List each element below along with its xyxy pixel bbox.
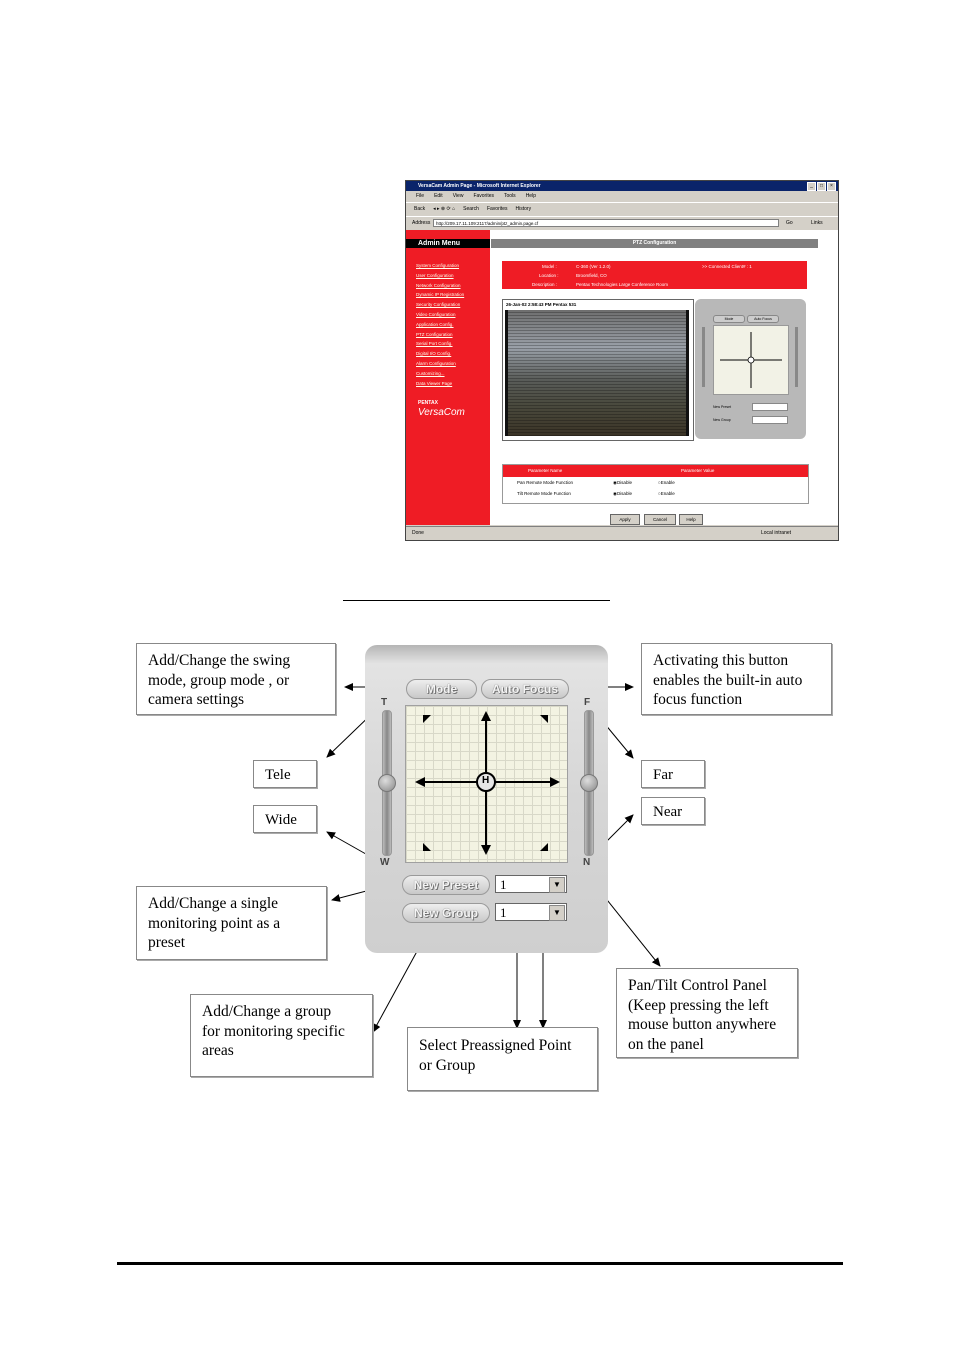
group-select[interactable] (495, 903, 567, 921)
section-title: PTZ Configuration (491, 239, 818, 248)
annotation-far: Far (641, 760, 705, 788)
preset-select[interactable] (495, 875, 567, 893)
header-parameter-name: Parameter Name (528, 468, 563, 473)
radio-enable[interactable]: ○ Enable (658, 480, 675, 485)
chevron-down-icon[interactable]: ▼ (549, 877, 565, 893)
admin-link[interactable]: Serial Port Config. (416, 341, 453, 347)
browser-title: VersaCam Admin Page - Microsoft Internet Explorer (418, 183, 541, 189)
zoom-slider-knob[interactable] (378, 774, 396, 792)
preset-select-value: 1 (500, 877, 507, 892)
new-group-button[interactable]: New Group (402, 903, 490, 923)
admin-link[interactable]: User Configuration (416, 272, 454, 278)
admin-link[interactable]: Data Viewer Page (416, 380, 453, 386)
description-value: Pentax Technologies Large Conference Room (576, 282, 668, 287)
maximize-icon[interactable]: □ (817, 182, 826, 191)
annotation-pan-tilt: Pan/Tilt Control Panel (Keep pressing the left mouse button anywhere on the panel (616, 968, 798, 1058)
go-button[interactable]: Go (786, 220, 793, 226)
radio-label: Enable (660, 480, 675, 485)
model-value: C-360 (Ver 1.2.0) (576, 264, 611, 269)
radio-label: Enable (660, 491, 675, 496)
annotation-select: Select Preassigned Point or Group (407, 1027, 598, 1091)
camera-timestamp: 26-Jan-02 2:58:43 PM Pentax 531 (506, 302, 577, 307)
menu-favorites[interactable]: Favorites (473, 193, 494, 199)
annotation-wide: Wide (253, 805, 317, 833)
annotation-preset: Add/Change a single monitoring point as a preset (136, 886, 327, 960)
radio-disable[interactable]: ◉ Disable (613, 480, 632, 485)
admin-link[interactable]: Customizing... (416, 370, 445, 376)
mode-button[interactable]: Mode (406, 679, 477, 699)
toolbar-icons: ◂ ▸ ⊗ ⟳ ⌂ (433, 206, 456, 212)
admin-menu-title: Admin Menu (406, 239, 490, 248)
connected-clients: >> Connected Client# : 1 (702, 264, 752, 269)
admin-link[interactable]: System Configuration (416, 263, 460, 268)
minimize-icon[interactable]: _ (807, 182, 816, 191)
address-input[interactable]: http://209.17.11.109:2117/admin/ptz_admin.page.cf (433, 219, 779, 227)
admin-link[interactable]: Dynamic IP Registration (416, 292, 465, 298)
wide-marker: W (380, 857, 390, 868)
menu-help[interactable]: Help (525, 193, 536, 199)
annotation-mode: Add/Change the swing mode, group mode , or camera settings (136, 643, 336, 715)
description-label: Description : (532, 282, 558, 287)
footer-rule (117, 1262, 843, 1265)
menu-view[interactable]: View (452, 193, 464, 199)
annotation-group: Add/Change a group for monitoring specific areas (190, 994, 373, 1077)
apply-button[interactable]: Apply (610, 514, 640, 525)
mini-preset-label: New Preset (713, 405, 732, 409)
search-button[interactable]: Search (463, 206, 479, 212)
radio-enable[interactable]: ○ Enable (658, 491, 675, 496)
far-marker: F (584, 697, 591, 708)
admin-link[interactable]: PTZ Configuration (416, 331, 453, 337)
mini-group-label: New Group (713, 418, 731, 422)
radio-label: Disable (616, 491, 632, 496)
auto-focus-button[interactable]: Auto Focus (481, 679, 569, 699)
location-label: Location : (539, 273, 559, 278)
model-label: Model : (542, 264, 557, 269)
brand-small: PENTAX (418, 400, 438, 406)
tele-marker: T (381, 697, 388, 708)
row-name: Pan Remote Mode Function (517, 480, 574, 485)
links-button[interactable]: Links (811, 220, 823, 226)
mini-mode-button[interactable]: Mode (713, 315, 745, 323)
favorites-button[interactable]: Favorites (486, 206, 508, 212)
chevron-down-icon[interactable]: ▼ (549, 905, 565, 921)
admin-link[interactable]: Security Configuration (416, 302, 461, 308)
focus-slider-knob[interactable] (580, 774, 598, 792)
close-icon[interactable]: × (827, 182, 836, 191)
home-label: H (482, 775, 490, 786)
brand-logo: VersaCom (418, 407, 465, 418)
help-button[interactable]: Help (679, 514, 703, 525)
admin-link[interactable]: Alarm Configuration (416, 360, 456, 366)
header-parameter-value: Parameter Value (681, 468, 715, 473)
annotation-autofocus: Activating this button enables the built-in auto focus function (641, 643, 832, 715)
radio-label: Disable (616, 480, 632, 485)
status-zone: Local intranet (761, 530, 792, 536)
menu-file[interactable]: File (416, 193, 425, 199)
annotation-near: Near (641, 797, 705, 825)
history-button[interactable]: History (515, 206, 532, 212)
radio-disable[interactable]: ◉ Disable (613, 491, 632, 496)
admin-link[interactable]: Video Configuration (416, 311, 456, 317)
status-text: Done (412, 530, 424, 536)
admin-link[interactable]: Application Config. (416, 321, 454, 327)
address-label: Address (412, 220, 431, 226)
cancel-button[interactable]: Cancel (644, 514, 676, 525)
annotation-tele: Tele (253, 760, 317, 788)
menu-tools[interactable]: Tools (504, 193, 516, 199)
group-select-value: 1 (500, 905, 507, 920)
row-name: Tilt Remote Mode Function (517, 491, 571, 496)
location-value: Broomfield, CO (576, 273, 607, 278)
admin-link[interactable]: Network Configuration (416, 282, 461, 288)
menu-edit[interactable]: Edit (434, 193, 443, 199)
new-preset-button[interactable]: New Preset (402, 875, 490, 895)
back-button[interactable]: Back (414, 206, 426, 212)
near-marker: N (583, 857, 591, 868)
mini-autofocus-button[interactable]: Auto Focus (747, 315, 779, 323)
admin-link[interactable]: Digital I/O Config. (416, 351, 452, 357)
